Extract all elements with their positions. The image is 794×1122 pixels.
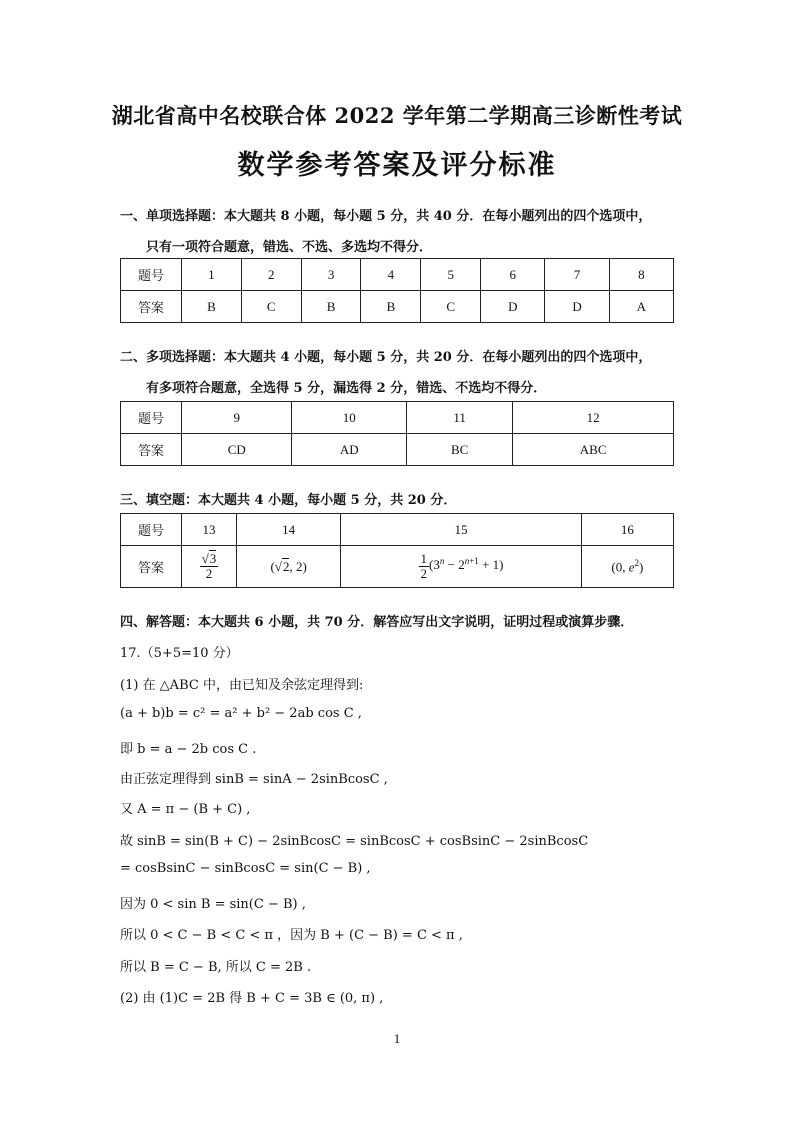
- section1-heading: 一、单项选择题：本大题共 8 小题，每小题 5 分，共 40 分．在每小题列出的四个选项中，: [120, 209, 652, 224]
- answer-cell: D: [481, 291, 545, 323]
- question-cell: 6: [481, 259, 545, 291]
- table-row-answers: [121, 546, 674, 588]
- section3-answer-table: [120, 513, 674, 588]
- section3-heading: 三、填空题：本大题共 4 小题，每小题 5 分，共 20 分．: [120, 493, 457, 508]
- question-cell: 3: [301, 259, 361, 291]
- answer-cell: B: [361, 291, 421, 323]
- solution-line: (1) 在 △ABC 中，由已知及余弦定理得到:: [120, 678, 364, 693]
- solution-line: = cosBsinC − sinBcosC = sin(C − B) ,: [120, 861, 371, 876]
- question-cell: 16: [581, 514, 673, 546]
- question-cell: 4: [361, 259, 421, 291]
- answer-cell: B: [301, 291, 361, 323]
- answer-cell: C: [241, 291, 301, 323]
- question-label: 题号: [121, 514, 182, 546]
- table-row-answers: [121, 291, 674, 323]
- answer-label: 答案: [121, 434, 182, 466]
- answer-label: 答案: [121, 291, 182, 323]
- table-row-questions: [121, 259, 674, 291]
- section2-heading-cont: 有多项符合题意，全选得 5 分，漏选得 2 分，错选、不选均不得分．: [146, 381, 547, 396]
- answer-cell: [182, 546, 237, 588]
- section2-heading: 二、多项选择题：本大题共 4 小题，每小题 5 分，共 20 分．在每小题列出的四个选项中，: [120, 350, 652, 365]
- answer-cell: $\frac{1}{2}$ $(3^n - 2^{n+1} + 1)$: [341, 546, 581, 588]
- question-cell: 13: [182, 514, 237, 546]
- solution-line: 又 A = π − (B + C) ,: [120, 802, 251, 817]
- table-row-questions: [121, 402, 674, 434]
- section4-heading: 四、解答题：本大题共 6 小题，共 70 分．解答应写出文字说明，证明过程或演算步骤．: [120, 615, 634, 630]
- question-label: 题号: [121, 402, 182, 434]
- answer-cell: ABC: [513, 434, 674, 466]
- answer-label: 答案: [121, 546, 182, 588]
- solution-line: 因为 0 < sin B = sin(C − B) ,: [120, 897, 306, 912]
- section2-answer-table: [120, 401, 674, 466]
- solution-line: (a + b)b = c² = a² + b² − 2ab cos C ,: [120, 706, 362, 721]
- answer-cell: CD: [182, 434, 292, 466]
- table-row-answers: [121, 434, 674, 466]
- answer-cell: (0, $e^2$): [581, 546, 673, 588]
- answer-cell: B: [182, 291, 242, 323]
- question-cell: 10: [292, 402, 407, 434]
- document-subtitle: 数学参考答案及评分标准: [237, 150, 557, 181]
- question-cell: 1: [182, 259, 242, 291]
- question-cell: 12: [513, 402, 674, 434]
- question-cell: 5: [421, 259, 481, 291]
- fraction-one-half: $\frac{1}{2}$: [420, 551, 428, 581]
- solution-line: 即 b = a − 2b cos C .: [120, 742, 257, 757]
- answer-cell: BC: [407, 434, 513, 466]
- exam-title: 湖北省高中名校联合体 2022 学年第二学期高三诊断性考试: [111, 103, 683, 128]
- fraction-sqrt3-over-2: $\frac{√3}{2}$: [201, 551, 217, 581]
- question-label: 题号: [121, 259, 182, 291]
- question-cell: 9: [182, 402, 292, 434]
- answer-cell: A: [609, 291, 673, 323]
- section1-heading-cont: 只有一项符合题意，错选、不选、多选均不得分．: [146, 240, 433, 255]
- solution-line: (2) 由 (1)C = 2B 得 B + C = 3B ∈ (0, π) ,: [120, 991, 384, 1006]
- question-cell: 11: [407, 402, 513, 434]
- question-cell: 14: [236, 514, 340, 546]
- answer-cell: (√2, 2): [236, 546, 340, 588]
- solution-line: 所以 0 < C − B < C < π ，因为 B + (C − B) = C < π ,: [120, 928, 463, 943]
- answer-cell: AD: [292, 434, 407, 466]
- question-cell: 15: [341, 514, 581, 546]
- question-cell: 8: [609, 259, 673, 291]
- section1-answer-table: [120, 258, 674, 323]
- solution-line: 故 sinB = sin(B + C) − 2sinBcosC = sinBcosC + cosBsinC − 2sinBcosC: [120, 834, 589, 849]
- question-cell: 7: [545, 259, 609, 291]
- solution-line: 所以 B = C − B, 所以 C = 2B .: [120, 960, 312, 975]
- question-cell: 2: [241, 259, 301, 291]
- page-number: 1: [393, 1031, 401, 1046]
- answer-cell: C: [421, 291, 481, 323]
- solution-line: 由正弦定理得到 sinB = sinA − 2sinBcosC ,: [120, 772, 388, 787]
- q17-header: 17.（5+5=10 分）: [120, 646, 239, 661]
- table-row-questions: [121, 514, 674, 546]
- answer-cell: D: [545, 291, 609, 323]
